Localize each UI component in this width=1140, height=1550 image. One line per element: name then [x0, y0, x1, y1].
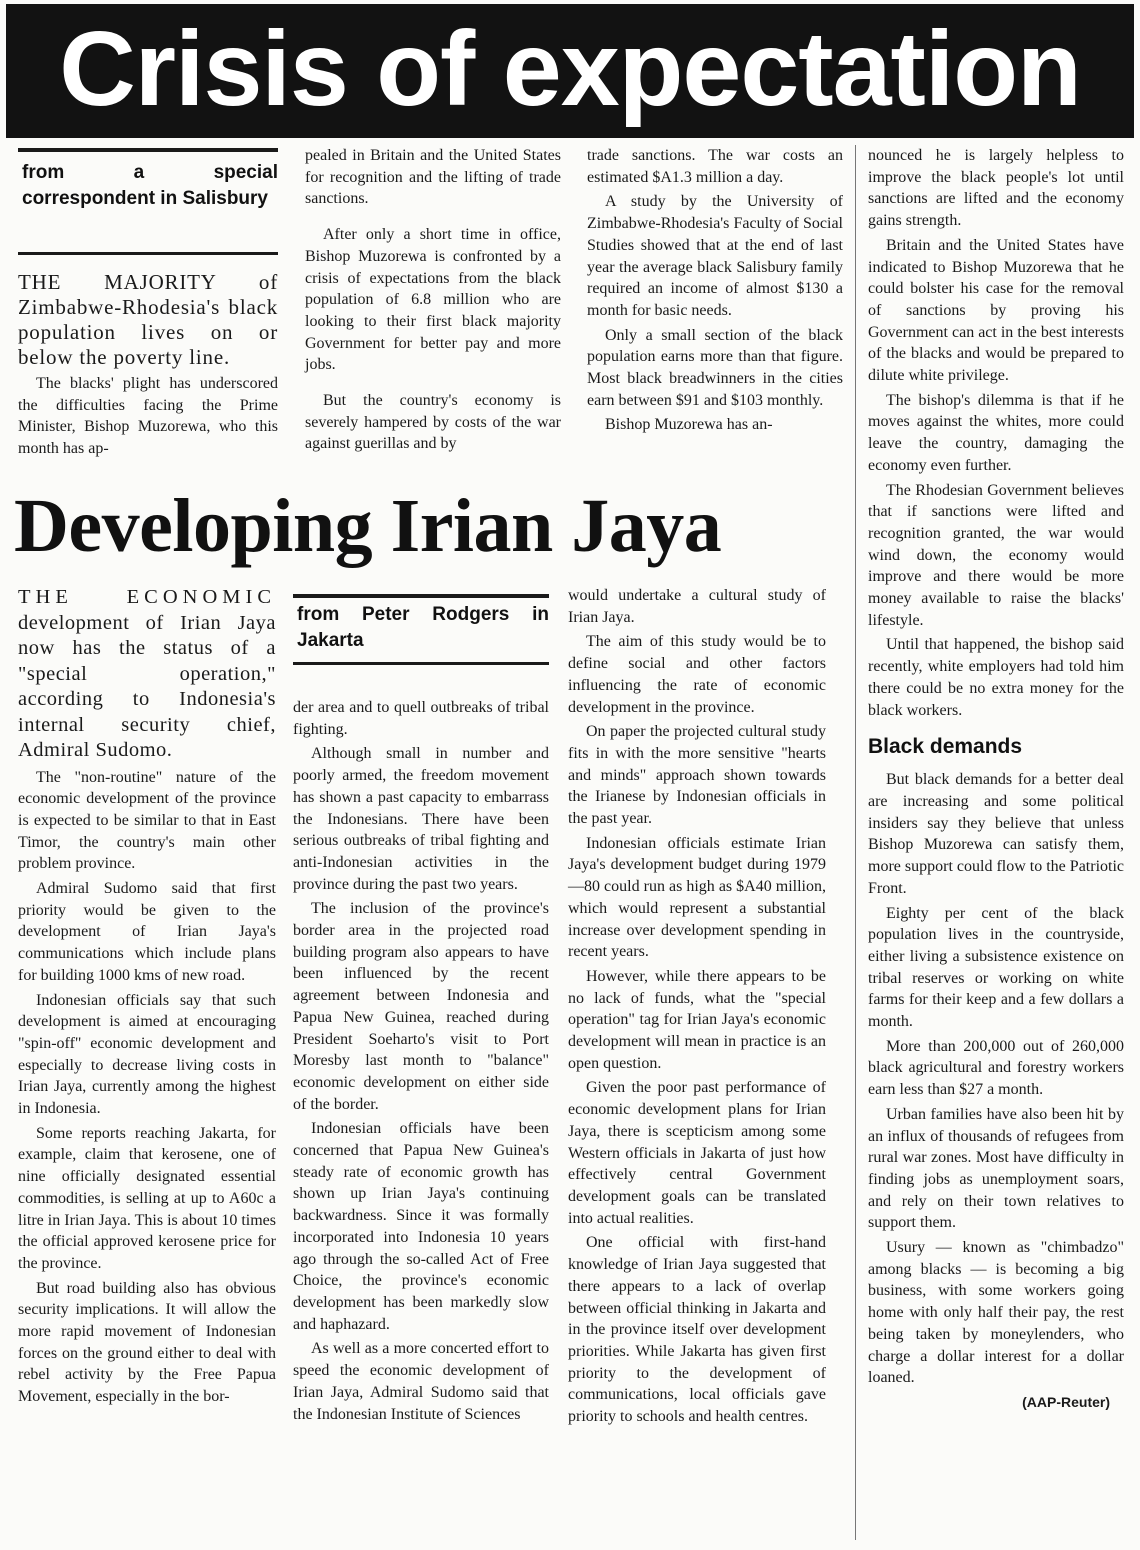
crisis-paragraph: The blacks' plight has underscored the difficulties facing the Prime Minister, Bishop Muzorewa, who this month has ap- — [18, 375, 278, 458]
crisis-column-1-body — [18, 270, 278, 463]
irian-paragraph: Admiral Sudomo said that first priority would be given to the development of Irian Jaya's communications which include plans for building 1000 kms of new road. — [18, 880, 276, 984]
crisis-headline-banner — [6, 4, 1134, 138]
irian-paragraph: But road building also has obvious security implications. It will allow the more rapid movement of Indonesian forces on the ground either to deal with rebel activity by the Free Papua Movement, especially in the bor- — [18, 1279, 276, 1406]
crisis-column-4 — [868, 145, 1124, 1414]
irian-headline: Developing Irian Jaya — [14, 484, 722, 568]
irian-byline: from Peter Rodgers in Jakarta — [297, 604, 549, 651]
crisis-column-1 — [22, 160, 278, 212]
byline-rule-top — [293, 594, 549, 598]
crisis-subhead: Black demands — [868, 735, 1023, 759]
crisis-paragraph: Urban families have also been hit by an influx of thousands of refugees from rural war zones. Most have difficulty in finding jobs as unemployment soars, and rely on their town relatives to support them. — [868, 1105, 1124, 1232]
irian-paragraph: However, while there appears to be no lack of funds, what the "special operation" tag for Irian Jaya's economic development will mean in practice is an open question. — [568, 967, 826, 1072]
crisis-paragraph: Eighty per cent of the black population lives in the countryside, either living a subsistence existence on tribal reserves or working on white farms for their keep and a few dollars a month. — [868, 904, 1124, 1031]
irian-lead — [18, 585, 276, 764]
crisis-paragraph: A study by the University of Zimbabwe-Rhodesia's Faculty of Social Studies showed that at the end of last year the average black Salisbury family required an income of almost $130 a month for basic needs. — [587, 193, 843, 319]
irian-paragraph: Indonesian officials have been concerned that Papua New Guinea's steady rate of economic growth has shown up Irian Jaya's continuing backwardness. Since it was formally incorporated into Indonesia 10 years ago through the so-called Act of Free Choice, the province's economic development has been markedly slow and haphazard. — [293, 1120, 549, 1333]
crisis-paragraph: Until that happened, the bishop said recently, white employers had told him there could be no extra money for the black workers. — [868, 636, 1124, 719]
byline-rule-top — [18, 148, 278, 152]
irian-column-3 — [568, 585, 826, 1431]
byline-rule-bottom — [293, 662, 549, 665]
irian-paragraph: One official with first-hand knowledge of Irian Jaya suggested that there appears to a lack of overlap between official thinking in Jakarta and in the province itself over development priorities. While Jakarta has given first priority to the development of communications, local officials gave priority to schools and health centres. — [568, 1234, 826, 1426]
irian-paragraph: The "non-routine" nature of the economic development of the province is expected to be similar to that in East Timor, the country's main other problem province. — [18, 768, 276, 873]
irian-paragraph: As well as a more concerted effort to speed the economic development of Irian Jaya, Admiral Sudomo said that the Indonesian Institute of Sciences — [293, 1340, 549, 1423]
irian-byline-box — [297, 602, 549, 654]
irian-paragraph: Although small in number and poorly armed, the freedom movement has shown a past capacity to embarrass the Indonesians. There have been serious outbreaks of tribal fighting and anti-Indonesian activities in the province during the past two years. — [293, 745, 549, 893]
irian-column-2 — [293, 697, 549, 1428]
irian-paragraph: Given the poor past performance of economic development plans for Irian Jaya, there is scepticism among some Western officials in Jakarta of just how effectively central Government development goals can be translated into actual realities. — [568, 1079, 826, 1227]
irian-paragraph: On paper the projected cultural study fits in with the more sensitive "hearts and minds" approach shown towards the Irianese by Indonesian officials in the past year. — [568, 723, 826, 828]
crisis-paragraph: Britain and the United States have indicated to Bishop Muzorewa that he could bolster his case for the removal of sanctions by proving his Government can act in the best interests of the blacks and would be prepared to dilute white privilege. — [868, 236, 1124, 385]
crisis-column-3 — [587, 145, 843, 439]
irian-paragraph: The aim of this study would be to define social and other factors influencing the rate of economic development in the province. — [568, 633, 826, 716]
crisis-paragraph: But the country's economy is severely hampered by costs of the war against guerillas and by — [305, 392, 561, 453]
crisis-column-2 — [305, 145, 561, 458]
crisis-paragraph: More than 200,000 out of 260,000 black agricultural and forestry workers earn less than $27 a month. — [868, 1037, 1124, 1099]
irian-paragraph: der area and to quell outbreaks of tribal fighting. — [293, 699, 549, 738]
irian-paragraph: The inclusion of the province's border area in the projected road building program also appears to have been influenced by the recent agreement between Indonesia and Papua New Guinea, reached during President Soeharto's visit to Port Moresby last month to "balance" economic development on either side of the border. — [293, 900, 549, 1113]
crisis-headline: Crisis of expectation — [59, 10, 1081, 128]
irian-lead-text: development of Irian Jaya now has the status of a "special operation," according to Indonesia's internal security chief, Admiral Sudomo. — [18, 611, 276, 761]
irian-paragraph: Indonesian officials say that such development is aimed at encouraging "spin-off" economic development and especially to decrease living costs in Irian Jaya, currently among the highest in Indonesia. — [18, 991, 276, 1118]
crisis-paragraph: pealed in Britain and the United States for recognition and the lifting of trade sanctions. — [305, 147, 561, 208]
crisis-paragraph: The Rhodesian Government believes that if sanctions were lifted and recognition granted, the war would wind down, the economy would improve and there would be more money available to raise the blacks' lifestyle. — [868, 481, 1124, 629]
crisis-paragraph: After only a short time in office, Bishop Muzorewa is confronted by a crisis of expectations from the black population of 6.8 million who are looking to their first black majority Government for better pay and more jobs. — [305, 226, 561, 374]
crisis-credit: (AAP-Reuter) — [1022, 1393, 1110, 1410]
crisis-paragraph: trade sanctions. The war costs an estimated $A1.3 million a day. — [587, 147, 843, 186]
crisis-paragraph: But black demands for a better deal are increasing and some political insiders say they believe that unless Bishop Muzorewa can satisfy them, more support could flow to the Patriotic Front. — [868, 771, 1124, 897]
crisis-lead: THE MAJORITY of Zimbabwe-Rhodesia's black population lives on or below the poverty line. — [18, 270, 278, 369]
crisis-paragraph: Bishop Muzorewa has an- — [605, 416, 773, 434]
crisis-paragraph: Only a small section of the black population earns more than that figure. Most black breadwinners in the cities earn between $91 and $103 monthly. — [587, 326, 843, 409]
irian-paragraph: would undertake a cultural study of Irian Jaya. — [568, 587, 826, 626]
irian-paragraph: Some reports reaching Jakarta, for example, claim that kerosene, one of nine officially designated essential commodities, is selling at up to A60c a litre in Irian Jaya. This is about 10 times the official approved kerosene price for the province. — [18, 1124, 276, 1272]
irian-column-1 — [18, 585, 276, 1411]
irian-paragraph: Indonesian officials estimate Irian Jaya's development budget during 1979—80 could run as high as $A40 million, which would represent a substantial increase over development spending in recent years. — [568, 834, 826, 961]
column-divider — [855, 145, 856, 1540]
crisis-paragraph: Usury — known as "chimbadzo" among blacks — is becoming a big business, with some workers going home with only half their pay, the rest being taken by moneylenders, who charge a dollar interest for a dollar loaned. — [868, 1239, 1124, 1387]
crisis-paragraph: The bishop's dilemma is that if he moves against the whites, more could leave the country, damaging the economy even further. — [868, 391, 1124, 474]
irian-lead-caps: THE ECONOMIC — [18, 586, 276, 608]
crisis-byline: from a special correspondent in Salisbury — [22, 162, 278, 209]
byline-rule-bottom — [18, 252, 278, 255]
crisis-paragraph: nounced he is largely helpless to improve the black people's lot until sanctions are lifted and the economy gains strength. — [868, 147, 1124, 230]
